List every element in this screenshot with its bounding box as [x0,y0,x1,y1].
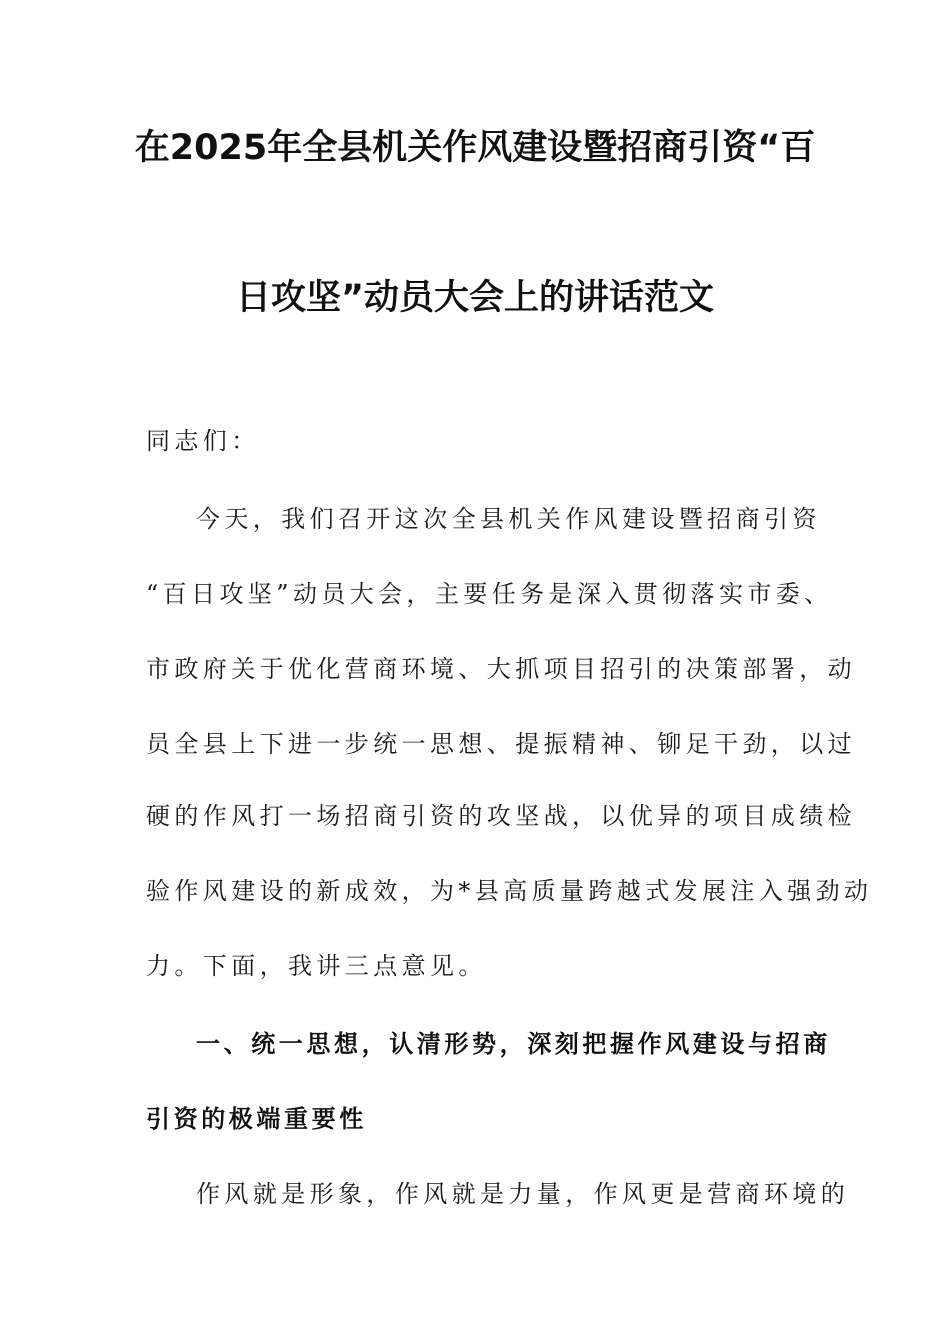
salutation: 同志们： [146,427,260,455]
paragraph-line: 员全县上下进一步统一思想、提振精神、铆足干劲，以过 [146,730,856,758]
paragraph-line: 作风就是形象，作风就是力量，作风更是营商环境的 [196,1180,850,1208]
section-heading-line: 一、统一思想，认清形势，深刻把握作风建设与招商 [196,1030,831,1058]
document-title-line-2: 日攻坚”动员大会上的讲话范文 [235,278,714,318]
paragraph-line: 市政府关于优化营商环境、大抓项目招引的决策部署，动 [146,655,856,683]
paragraph-line: 力。下面，我讲三点意见。 [146,952,487,980]
paragraph-line: 硬的作风打一场招商引资的攻坚战，以优异的项目成绩检 [146,802,856,830]
document-title-line-1: 在2025年全县机关作风建设暨招商引资“百 [134,128,816,168]
paragraph-line: “百日攻坚”动员大会，主要任务是深入贯彻落实市委、 [146,580,833,608]
paragraph-line: 验作风建设的新成效，为*县高质量跨越式发展注入强劲动 [146,877,873,905]
section-heading-line: 引资的极端重要性 [146,1105,367,1133]
paragraph-line: 今天，我们召开这次全县机关作风建设暨招商引资 [196,505,821,533]
